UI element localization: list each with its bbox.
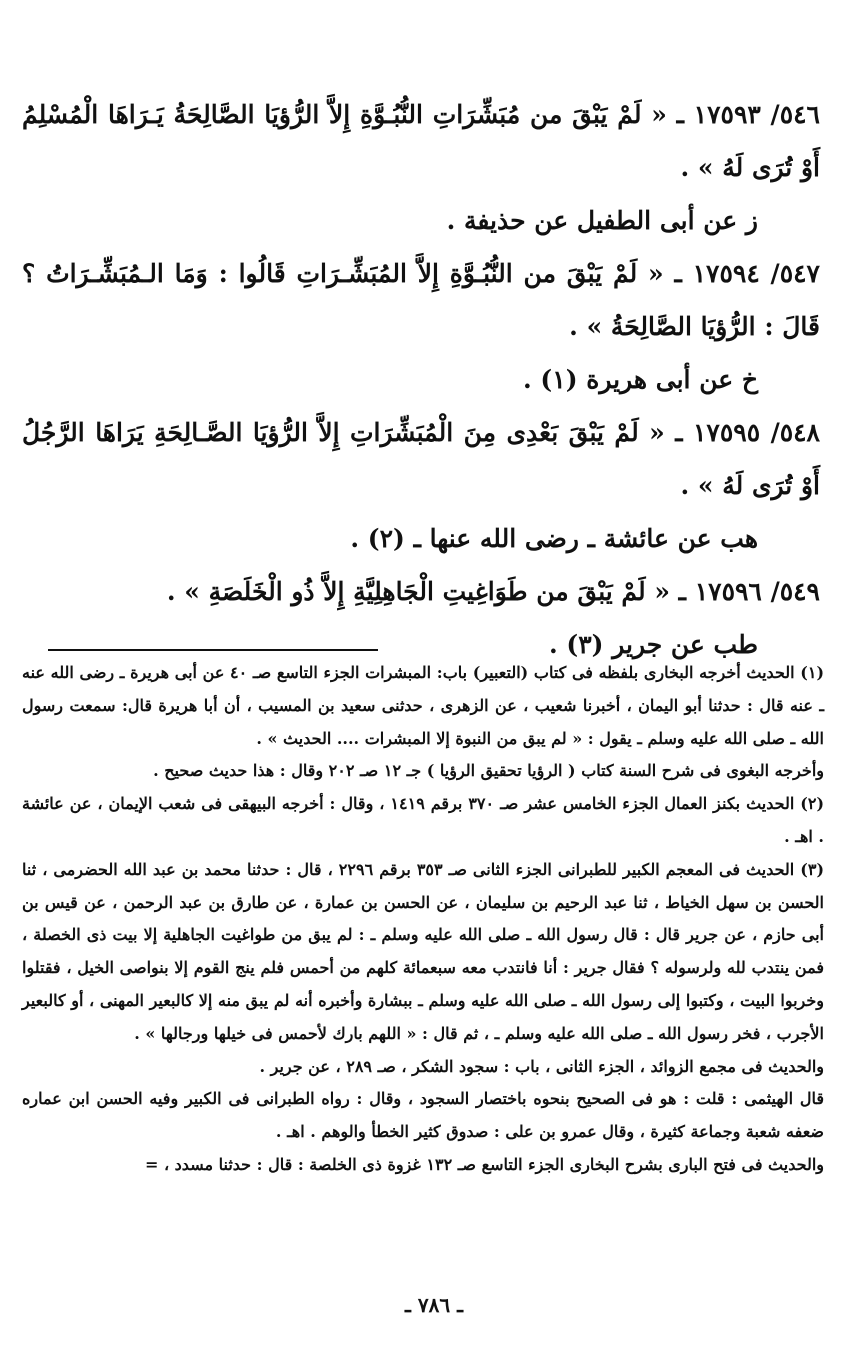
hadith-547-source: خ عن أبى هريرة (١) . (523, 365, 758, 394)
footnote-1: (١) الحديث أخرجه البخارى بلفظه فى كتاب (التعبير) باب: المبشرات الجزء التاسع صـ ٤٠ عن أبى هريرة ـ رضى الله عنه ـ عنه قال : حدثنا أبو اليمان ، أخبرنا شعيب ، عن الزهرى ، حدثنى سعيد بن المسيب ، أن أبا هريرة قال: سمعت رسول الله ـ صلى الله عليه وسلم ـ يقول : « لم يبق من النبوة إلا المبشرات .... الحديث » . (22, 663, 825, 748)
hadith-548-source: هب عن عائشة ـ رضى الله عنها ـ (٢) . (350, 524, 758, 553)
footnote-3: (٣) الحديث فى المعجم الكبير للطبرانى الجزء الثانى صـ ٣٥٣ برقم ٢٢٩٦ ، قال : حدثنا محمد بن عبد الله الحضرمى ، ثنا الحسن بن سهل الخياط ، ثنا عبد الرحيم بن سليمان ، عن الحسن بن عمارة ، عن طارق بن عبد الرحمن ، عن قيس بن أبى حازم ، عن جرير قال : قال رسول الله ـ صلى الله عليه وسلم ـ : لم يبق من طواغيت الجاهلية إلا بيت ذى الخصلة ، فمن ينتدب لله ولرسوله ؟ فقال جرير : أنا فانتدب معه سبعمائة كلهم من أحمس فلم ينج القوم إلا بنواصى الخيل ، فقتلوا وخربوا البيت ، وكتبوا إلى رسول الله ـ صلى الله عليه وسلم ـ ببشارة وأخبره أنه لم يبق منه إلا كالبعير المهنى ، أو كالبعير الأجرب ، فخر رسول الله ـ صلى الله عليه وسلم ـ ، ثم قال : « اللهم بارك لأحمس فى خيلها ورجالها » . (22, 859, 825, 1043)
footnote-3-continuation-zawaid: والحديث فى مجمع الزوائد ، الجزء الثانى ، باب : سجود الشكر ، صـ ٢٨٩ ، عن جرير . (259, 1056, 824, 1076)
hadith-546-source: ز عن أبى الطفيل عن حذيفة . (446, 206, 758, 235)
footnote-3-continuation-fath: والحديث فى فتح البارى بشرح البخارى الجزء التاسع صـ ١٣٢ غزوة ذى الخلصة : قال : حدثنا مسدد ، = (144, 1154, 824, 1174)
hadith-549: ٥٤٩/ ١٧٥٩٦ ـ « لَمْ يَبْقَ من طَوَاغِيتِ الْجَاهِلِيَّةِ إِلاَّ ذُو الْخَلَصَةِ » . (166, 577, 820, 606)
hadith-547: ٥٤٧/ ١٧٥٩٤ ـ « لَمْ يَبْقَ من النُّبُـوَّةِ إِلاَّ المُبَشِّـرَاتِ قَالُوا : وَمَا الـمُبَشِّـرَاتُ ؟ قَالَ : الرُّؤيَا الصَّالِحَةُ » . (22, 259, 820, 341)
footnotes-section (22, 657, 824, 1182)
footnote-3-continuation-haythami: قال الهيثمى : قلت : هو فى الصحيح بنحوه باختصار السجود ، وقال : رواه الطبرانى فى الكبير وفيه الحسن ابن عماره ضعفه شعبة وجماعة كثيرة ، وقال عمرو بن على : صدوق كثير الخطأ والوهم . اهـ . (22, 1089, 825, 1142)
page-number: ـ ٧٨٦ ـ (405, 1293, 463, 1317)
hadith-section (22, 88, 820, 671)
footnote-divider (48, 649, 378, 651)
footnote-2: (٢) الحديث بكنز العمال الجزء الخامس عشر صـ ٣٧٠ برقم ١٤١٩ ، وقال : أخرجه البيهقى فى شعب الإيمان ، عن عائشة . اهـ . (22, 794, 825, 846)
footnote-1-continuation: وأخرجه البغوى فى شرح السنة كتاب ( الرؤيا تحقيق الرؤيا ) جـ ١٢ صـ ٢٠٢ وقال : هذا حديث صحيح . (153, 761, 824, 781)
hadith-546: ٥٤٦/ ١٧٥٩٣ ـ « لَمْ يَبْقَ من مُبَشِّرَاتِ النُّبُـوَّةِ إِلاَّ الرُّؤيَا الصَّالِحَةُ يَـرَاهَا الْمُسْلِمُ أَوْ تُرَى لَهُ » . (22, 100, 820, 182)
hadith-549-source: طب عن جرير (٣) . (548, 630, 758, 659)
hadith-548: ٥٤٨/ ١٧٥٩٥ ـ « لَمْ يَبْقَ بَعْدِى مِنَ الْمُبَشِّرَاتِ إِلاَّ الرُّؤيَا الصَّـالِحَةِ يَرَاهَا الرَّجُلُ أَوْ تُرَى لَهُ » . (22, 418, 820, 500)
